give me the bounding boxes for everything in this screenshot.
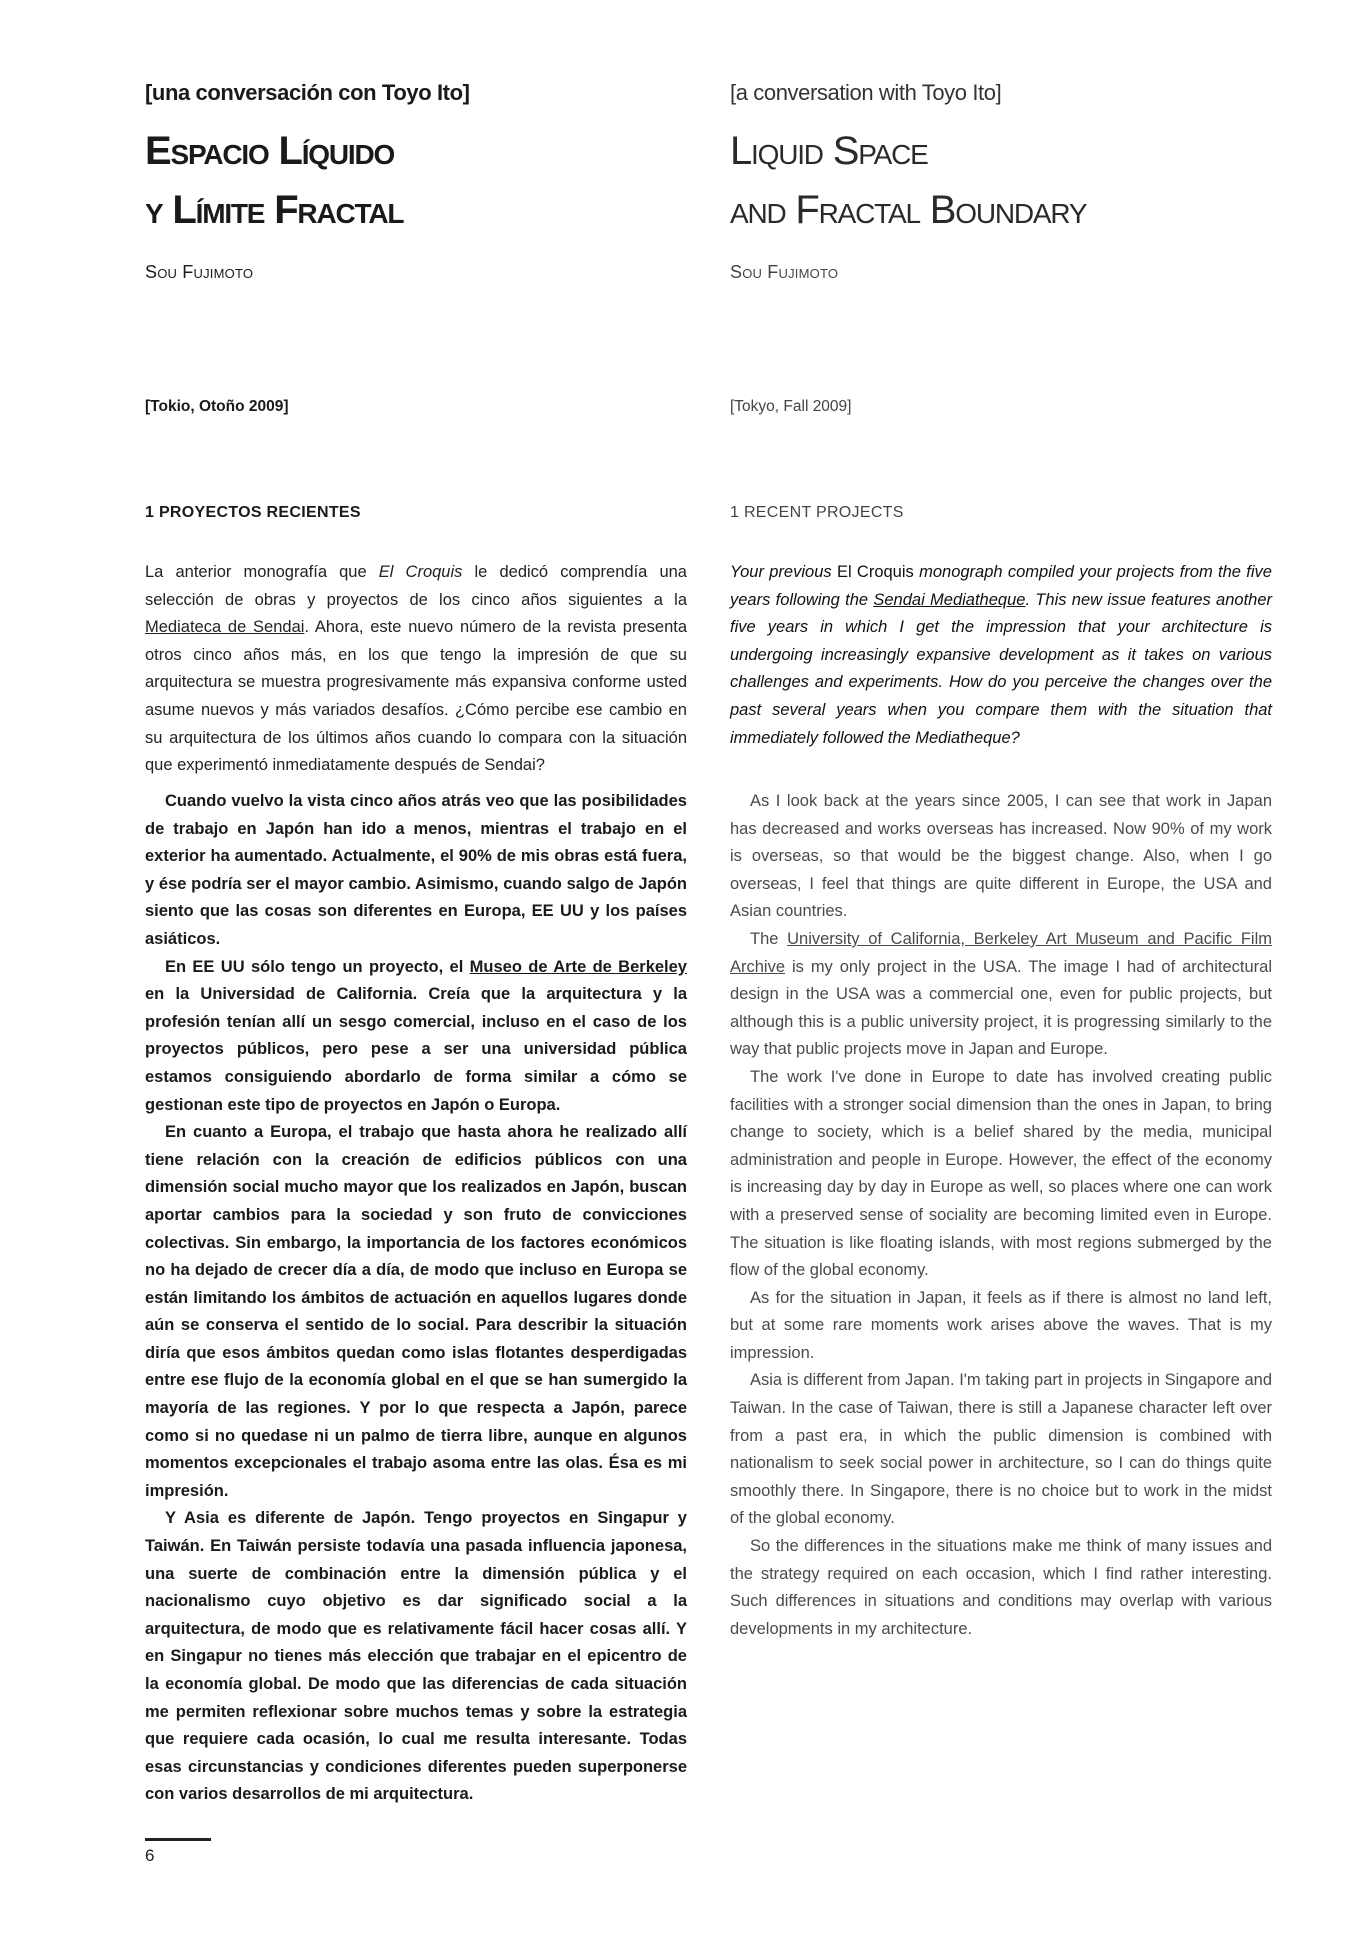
english-answer-paragraph: Asia is different from Japan. I'm taking part in projects in Singapore and Taiwan. In the case of Taiwan, there is still a Japanese character left over from a past era, in which the public dimension is combined with nationalism to seek social power in architecture, so I can do things quite smoothly there. In Singapore, there is no choice but to work in the midst of the global economy.: [730, 1371, 1272, 1528]
english-title: [730, 122, 1086, 240]
english-answer-paragraph: [730, 926, 1272, 1064]
english-answer: [730, 788, 1272, 1643]
spanish-question-text: La anterior monografía que: [145, 563, 379, 581]
spanish-section-heading: 1 PROYECTOS RECIENTES: [145, 504, 361, 521]
spanish-answer-paragraph: En cuanto a Europa, el trabajo que hasta ahora he realizado allí tiene relación con la creación de edificios públicos con una dimensión social mucho mayor que los realizados en Japón, buscan aportar cambios para la sociedad y son fruto de convicciones colectivas. Sin embargo, la importancia de los factores económicos no ha dejado de crecer día a día, de modo que incluso en Europa se están limitando los ámbitos de actuación en aquellos lugares donde aún se conserva el sentido de lo social. Para describir la situación diría que esos ámbitos quedan como islas flotantes desperdigadas entre ese flujo de la economía global en el que se han sumergido la mayoría de las regiones. Y por lo que respecta a Japón, parece como si no quedase ni un palmo de tierra libre, aunque en algunos momentos excepcionales el trabajo asoma entre las olas. Ésa es mi impresión.: [145, 1123, 687, 1500]
spanish-answer-paragraph: Cuando vuelvo la vista cinco años atrás veo que las posibilidades de trabajo en Japón han ido a menos, mientras el trabajo en el exterior ha aumentado. Actualmente, el 90% de mis obras está fuera, y ése podría ser el mayor cambio. Asimismo, cuando salgo de Japón siento que las cosas son diferentes en Europa, EE UU y los países asiáticos.: [145, 792, 687, 948]
spanish-answer: [145, 788, 687, 1809]
english-author: Sou Fujimoto: [730, 262, 839, 282]
spanish-title-line-2: y Límite Fractal: [145, 188, 404, 232]
spanish-place-date: [Tokio, Otoño 2009]: [145, 398, 289, 415]
page-number: 6: [145, 1846, 155, 1865]
english-answer-text: The: [750, 929, 788, 948]
spanish-title: [145, 122, 403, 240]
english-answer-paragraph: The work I've done in Europe to date has involved creating public facilities with a stronger social dimension than the ones in Japan, to bring change to society, which is a belief shared by the media, municipal administration and people in Europe. However, the effect of the economy is increasing day by day in Europe as well, so places where one can work with a preserved sense of sociality are becoming limited even in Europe. The situation is like floating islands, with most regions submerged by the flow of the global economy.: [730, 1067, 1272, 1280]
spanish-answer-paragraph: [145, 954, 687, 1120]
english-answer-paragraph: As I look back at the years since 2005, I can see that work in Japan has decreased and works overseas has increased. Now 90% of my work is overseas, so that would be the biggest change. Also, when I go overseas, I feel that things are quite different in Europe, the USA and Asian countries.: [730, 792, 1272, 921]
english-question-text: monograph compiled your projects from the five years following the: [730, 563, 1272, 609]
spanish-answer-paragraph: Y Asia es diferente de Japón. Tengo proyectos en Singapur y Taiwán. En Taiwán persiste todavía una pasada influencia japonesa, una suerte de combinación entre la dimensión pública y el nacionalismo cuyo objetivo es dar significado social a la arquitectura, de modo que es relativamente fácil hacer cosas allí. Y en Singapur no tienes más elección que trabajar en el epicentro de la economía global. De modo que las diferencias de cada situación me permiten reflexionar sobre muchos temas y sobre la estrategia que requiere cada ocasión, lo cual me resulta interesante. Todas esas circunstancias y condiciones diferentes pueden superponerse con varios desarrollos de mi arquitectura.: [145, 1509, 687, 1804]
english-answer-paragraph: So the differences in the situations make me think of many issues and the strategy required on each occasion, which I find rather interesting. Such differences in situations and conditions may overlap with various developments in my architecture.: [730, 1537, 1272, 1638]
english-kicker: [a conversation with Toyo Ito]: [730, 80, 1002, 105]
english-question-magazine: El Croquis: [836, 563, 914, 581]
english-place-date: [Tokyo, Fall 2009]: [730, 398, 852, 415]
spanish-author: Sou Fujimoto: [145, 262, 254, 282]
spanish-question-text: . Ahora, este nuevo número de la revista presenta otros cinco años más, en los que tengo la impresión de que su arquitectura se muestra progresivamente más expansiva conforme usted asume nuevos y más variados desafíos. ¿Cómo percibe ese cambio en su arquitectura de los últimos años cuando lo compara con la situación que experimentó inmediatamente después de Sendai?: [145, 618, 688, 775]
spanish-title-line-1: Espacio Líquido: [145, 129, 395, 173]
english-title-line-1: Liquid Space: [730, 129, 928, 173]
spanish-kicker: [una conversación con Toyo Ito]: [145, 80, 470, 105]
english-answer-paragraph: As for the situation in Japan, it feels as if there is almost no land left, but at some rare moments work arises above the waves. That is my impression.: [730, 1288, 1272, 1362]
spanish-answer-link-berkeley[interactable]: Museo de Arte de Berkeley: [469, 957, 687, 976]
spanish-question: [145, 559, 687, 780]
spanish-question-magazine: El Croquis: [378, 563, 463, 581]
english-answer-link-berkeley[interactable]: University of California, Berkeley Art Museum and Pacific Film Archive: [730, 929, 1272, 976]
english-answer-text: is my only project in the USA. The image I had of architectural design in the USA was a commercial one, even for public projects, but although this is a public university project, it is progressing similarly to the way that public projects move in Japan and Europe.: [730, 957, 1272, 1059]
english-question: [730, 559, 1272, 752]
english-title-line-2: and Fractal Boundary: [730, 188, 1087, 232]
english-question-link-mediatheque[interactable]: Sendai Mediatheque: [873, 590, 1026, 609]
spanish-answer-text: en la Universidad de California. Creía que la arquitectura y la profesión tenían allí un sesgo comercial, incluso en el caso de los proyectos públicos, pero pese a ser una universidad pública estamos consiguiendo abordarlo de forma similar a cómo se gestionan este tipo de proyectos en Japón o Europa.: [145, 985, 687, 1114]
spanish-answer-text: En EE UU sólo tengo un proyecto, el: [165, 957, 470, 976]
spanish-question-text: le dedicó comprendía una selección de obras y proyectos de los cinco años siguientes a la: [145, 563, 687, 609]
english-question-text: . This new issue features another five years in which I get the impression that your architecture is undergoing increasingly expansive development as it takes on various challenges and experiments. How do you perceive the changes over the past several years when you compare them with the situation that immediately followed the Mediatheque?: [730, 590, 1272, 747]
english-section-heading: 1 RECENT PROJECTS: [730, 504, 904, 521]
english-question-text: Your previous: [730, 563, 837, 581]
spanish-question-link-mediateca[interactable]: Mediateca de Sendai: [145, 618, 305, 637]
footer-rule: [145, 1838, 211, 1841]
